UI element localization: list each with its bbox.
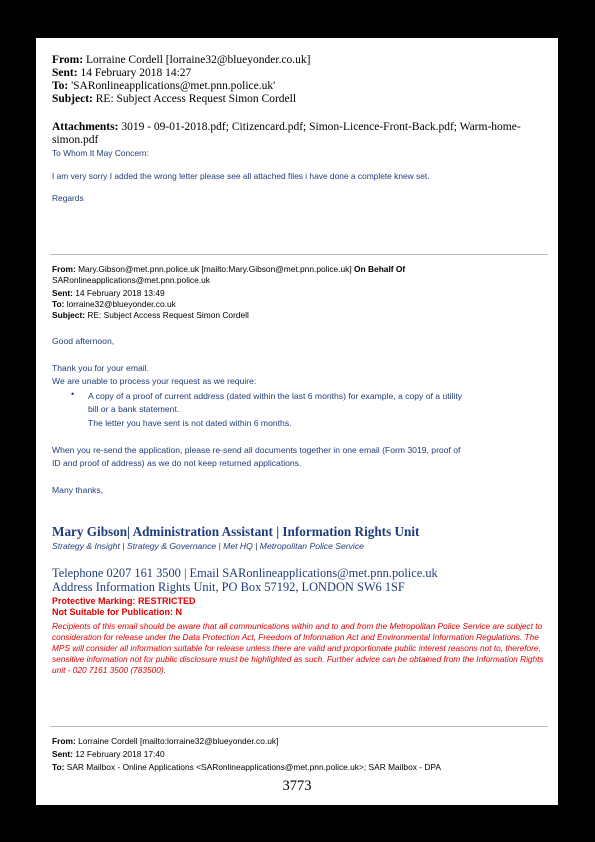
email2-thanks: Thank you for your email. (52, 363, 149, 373)
divider (50, 726, 548, 727)
subject-label: Subject: (52, 310, 86, 320)
email1-from-line (52, 54, 311, 67)
subject-value: RE: Subject Access Request Simon Cordell (95, 93, 297, 105)
signature-telephone: Telephone 0207 161 3500 | Email SARonlineapplications@met.pnn.police.uk (52, 566, 438, 580)
email2-subject-line (52, 310, 249, 321)
sent-value: 14 February 2018 14:27 (80, 67, 192, 79)
subject-value: RE: Subject Access Request Simon Cordell (87, 310, 249, 320)
email3-to-line (52, 762, 441, 773)
email1-greeting: To Whom It May Concern: (52, 148, 149, 158)
email1-body: I am very sorry I added the wrong letter please see all attached files i have done a complete knew set. (52, 171, 430, 181)
email2-greeting: Good afternoon, (52, 336, 115, 346)
email2-bullet-line3: The letter you have sent is not dated within 6 months. (88, 418, 292, 428)
from-value: Mary.Gibson@met.pnn.police.uk [mailto:Mary.Gibson@met.pnn.police.uk] (78, 264, 352, 274)
sent-value: 12 February 2018 17:40 (75, 749, 165, 759)
page-number: 3773 (282, 778, 312, 794)
email1-to-line (52, 80, 275, 93)
email2-bullet-line2: bill or a bank statement. (88, 404, 180, 414)
email1-subject-line (52, 93, 296, 106)
sent-value: 14 February 2018 13:49 (75, 288, 165, 298)
email2-unable: We are unable to process your request as we require: (52, 376, 257, 386)
signature-name: Mary Gibson| Administration Assistant | Information Rights Unit (52, 524, 420, 539)
sent-label: Sent: (52, 67, 78, 79)
bullet-icon: • (71, 389, 75, 399)
to-label: To: (52, 299, 65, 309)
disclaimer: Recipients of this email should be aware that all communications within and to and from the Metropolitan Police Service are subject to consideration for release under the Data Protection Act, Freedom of Information Act and Environmental Information Regulations. The MPS will consider all information suitable for release unless there are valid and proportionate public interest reasons not to, therefore, sensitive information not for public disclosure must be highlighted as such. Further advice can be obtained from the Information Rights unit - 020 7161 3500 (783500). (52, 621, 544, 675)
attachments-label: Attachments: (52, 121, 119, 133)
to-label: To: (52, 80, 69, 92)
publication-notice: Not Suitable for Publication: N (52, 607, 182, 617)
email2-resend-line2: ID and proof of address) as we do not keep returned applications. (52, 458, 302, 468)
email2-many-thanks: Many thanks, (52, 485, 104, 495)
signature-address: Address Information Rights Unit, PO Box 57192, LONDON SW6 1SF (52, 580, 405, 594)
to-value: lorraine32@blueyonder.co.uk (66, 299, 176, 309)
email2-to-line (52, 299, 176, 310)
email1-sent-line (52, 67, 191, 80)
on-behalf-label: On Behalf Of (354, 264, 406, 274)
email3-sent-line (52, 749, 165, 760)
signature-department: Strategy & Insight | Strategy & Governance | Met HQ | Metropolitan Police Service (52, 541, 364, 551)
email2-resend-line1: When you re-send the application, please re-send all documents together in one email (Form 3019, proof of (52, 445, 461, 455)
protective-marking: Protective Marking: RESTRICTED (52, 596, 196, 606)
attachments-value: 3019 - 09-01-2018.pdf; Citizencard.pdf; Simon-Licence-Front-Back.pdf; Warm-home- (121, 121, 521, 133)
email1-attachments-line2: simon.pdf (52, 134, 99, 146)
email2-from-line2: SARonlineapplications@met.pnn.police.uk (52, 275, 210, 285)
from-value: Lorraine Cordell [mailto:lorraine32@blueyonder.co.uk] (78, 736, 279, 746)
email2-bullet-line1: A copy of a proof of current address (dated within the last 6 months) for example, a copy of a utility (88, 391, 463, 401)
email1-closing: Regards (52, 193, 84, 203)
email3-from-line (52, 736, 278, 747)
to-label: To: (52, 762, 65, 772)
to-value: SAR Mailbox - Online Applications <SARonlineapplications@met.pnn.police.uk>; SAR Mailbox - DPA (66, 762, 441, 772)
from-label: From: (52, 54, 84, 66)
from-value: Lorraine Cordell [lorraine32@blueyonder.co.uk] (85, 54, 311, 66)
sent-label: Sent: (52, 749, 73, 759)
divider (50, 254, 548, 255)
email2-from-line (52, 264, 405, 275)
to-value: 'SARonlineapplications@met.pnn.police.uk' (71, 80, 276, 92)
from-label: From: (52, 264, 76, 274)
email2-sent-line (52, 288, 165, 299)
sent-label: Sent: (52, 288, 73, 298)
from-label: From: (52, 736, 76, 746)
subject-label: Subject: (52, 93, 93, 105)
email1-attachments-line (52, 121, 521, 134)
document-page (36, 38, 558, 805)
